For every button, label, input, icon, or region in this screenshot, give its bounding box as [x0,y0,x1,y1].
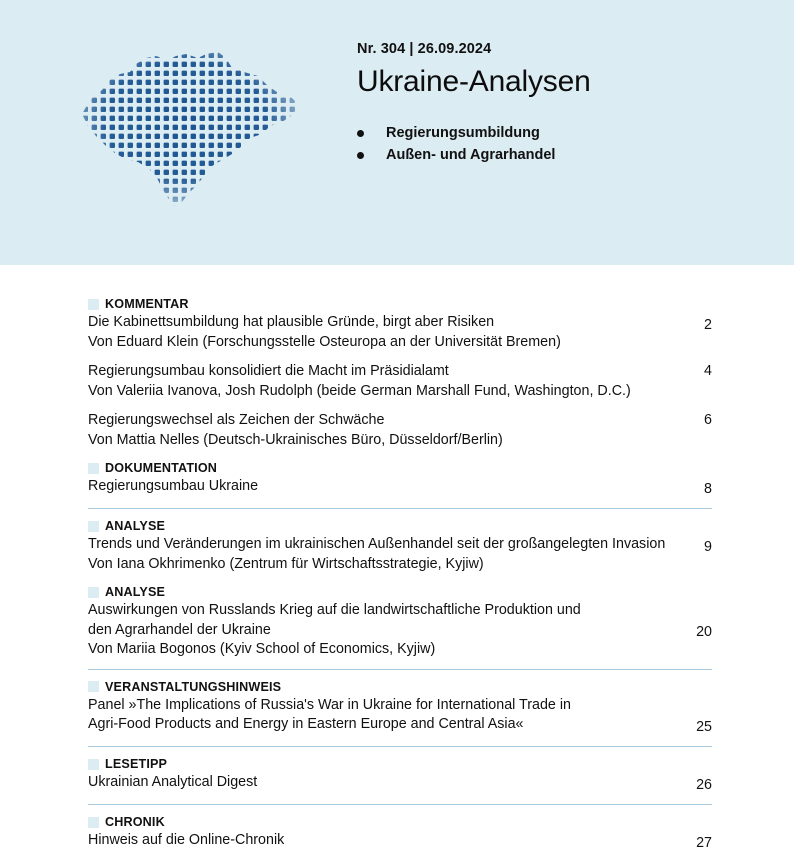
rubric-marker-icon [88,681,99,692]
rubric-label: KOMMENTAR [105,296,189,312]
rubric-marker-icon [88,463,99,474]
entry-title: Hinweis auf die Online-Chronik [88,831,668,851]
toc-entry[interactable] [88,518,712,574]
ukraine-halftone-map-icon [72,42,308,214]
entry-body [88,296,668,352]
rubric [88,518,668,534]
rubric-label: LESETIPP [105,756,167,772]
entry-body [88,679,668,735]
publication-title: Ukraine-Analysen [357,63,757,101]
toc-entry[interactable] [88,584,712,660]
toc-entry[interactable] [88,460,712,499]
page-number[interactable]: 2 [682,316,712,336]
entry-body [88,518,668,574]
toc-group [88,804,712,853]
list-item [357,145,555,166]
rubric-label: ANALYSE [105,518,165,534]
entry-author: Von Eduard Klein (Forschungsstelle Osteuropa an der Universität Bremen) [88,333,668,353]
rubric-marker-icon [88,759,99,770]
entry-title: Panel »The Implications of Russia's War in Ukraine for International Trade in [88,696,668,716]
entry-author: Von Mariia Bogonos (Kyiv School of Economics, Kyjiw) [88,640,668,660]
rubric-label: CHRONIK [105,814,165,830]
toc-group [88,669,712,738]
rubric-marker-icon [88,299,99,310]
entry-body [88,460,668,497]
page-number[interactable]: 4 [682,362,712,382]
rubric [88,460,668,476]
entry-author: Von Mattia Nelles (Deutsch-Ukrainisches Büro, Düsseldorf/Berlin) [88,431,668,451]
rubric-marker-icon [88,521,99,532]
table-of-contents [0,265,794,853]
rubric-marker-icon [88,817,99,828]
rubric [88,584,668,600]
rubric-label: DOKUMENTATION [105,460,217,476]
issue-line: Nr. 304 | 26.09.2024 [357,40,757,59]
toc-group [88,746,712,795]
toc-entry[interactable] [88,679,712,738]
toc-entry[interactable] [88,411,712,450]
list-item [357,123,555,144]
entry-title: Trends und Veränderungen im ukrainischen Außenhandel seit der großangelegten Invasion [88,535,668,555]
rubric [88,296,668,312]
highlight-label: Regierungsumbildung [386,125,540,141]
toc-entry[interactable] [88,814,712,853]
page-number[interactable]: 6 [682,411,712,431]
page-number[interactable]: 20 [682,623,712,643]
entry-title-line2: Agri-Food Products and Energy in Eastern Europe and Central Asia« [88,715,668,735]
entry-author: Von Valeriia Ivanova, Josh Rudolph (beide German Marshall Fund, Washington, D.C.) [88,382,668,402]
toc-entry[interactable] [88,362,712,401]
entry-body [88,756,668,793]
bullet-dot-icon [357,152,364,159]
rubric [88,814,668,830]
entry-body [88,584,668,660]
toc-group [88,296,712,499]
entry-body [88,411,668,450]
entry-title-line2: den Agrarhandel der Ukraine [88,621,668,641]
bullet-dot-icon [357,130,364,137]
page-number[interactable]: 8 [682,480,712,500]
rubric-marker-icon [88,587,99,598]
rubric [88,679,668,695]
masthead [0,0,794,265]
toc-group [88,508,712,660]
entry-title: Die Kabinettsumbildung hat plausible Gründe, birgt aber Risiken [88,313,668,333]
highlights-list [357,123,555,167]
rubric [88,756,668,772]
toc-entry[interactable] [88,296,712,352]
entry-title: Regierungswechsel als Zeichen der Schwäche [88,411,668,431]
page-number[interactable]: 26 [682,776,712,796]
highlight-label: Außen- und Agrarhandel [386,147,555,163]
page-number[interactable]: 9 [682,538,712,558]
entry-body [88,362,668,401]
rubric-label: ANALYSE [105,584,165,600]
page-number[interactable]: 25 [682,718,712,738]
page-number[interactable]: 27 [682,834,712,853]
rubric-label: VERANSTALTUNGSHINWEIS [105,679,281,695]
entry-title: Auswirkungen von Russlands Krieg auf die landwirtschaftliche Produktion und [88,601,668,621]
entry-title: Ukrainian Analytical Digest [88,773,668,793]
entry-title: Regierungsumbau Ukraine [88,477,668,497]
entry-title: Regierungsumbau konsolidiert die Macht im Präsidialamt [88,362,668,382]
toc-entry[interactable] [88,756,712,795]
entry-body [88,814,668,851]
entry-author: Von Iana Okhrimenko (Zentrum für Wirtschaftsstrategie, Kyjiw) [88,555,668,575]
masthead-text-block [357,40,757,100]
